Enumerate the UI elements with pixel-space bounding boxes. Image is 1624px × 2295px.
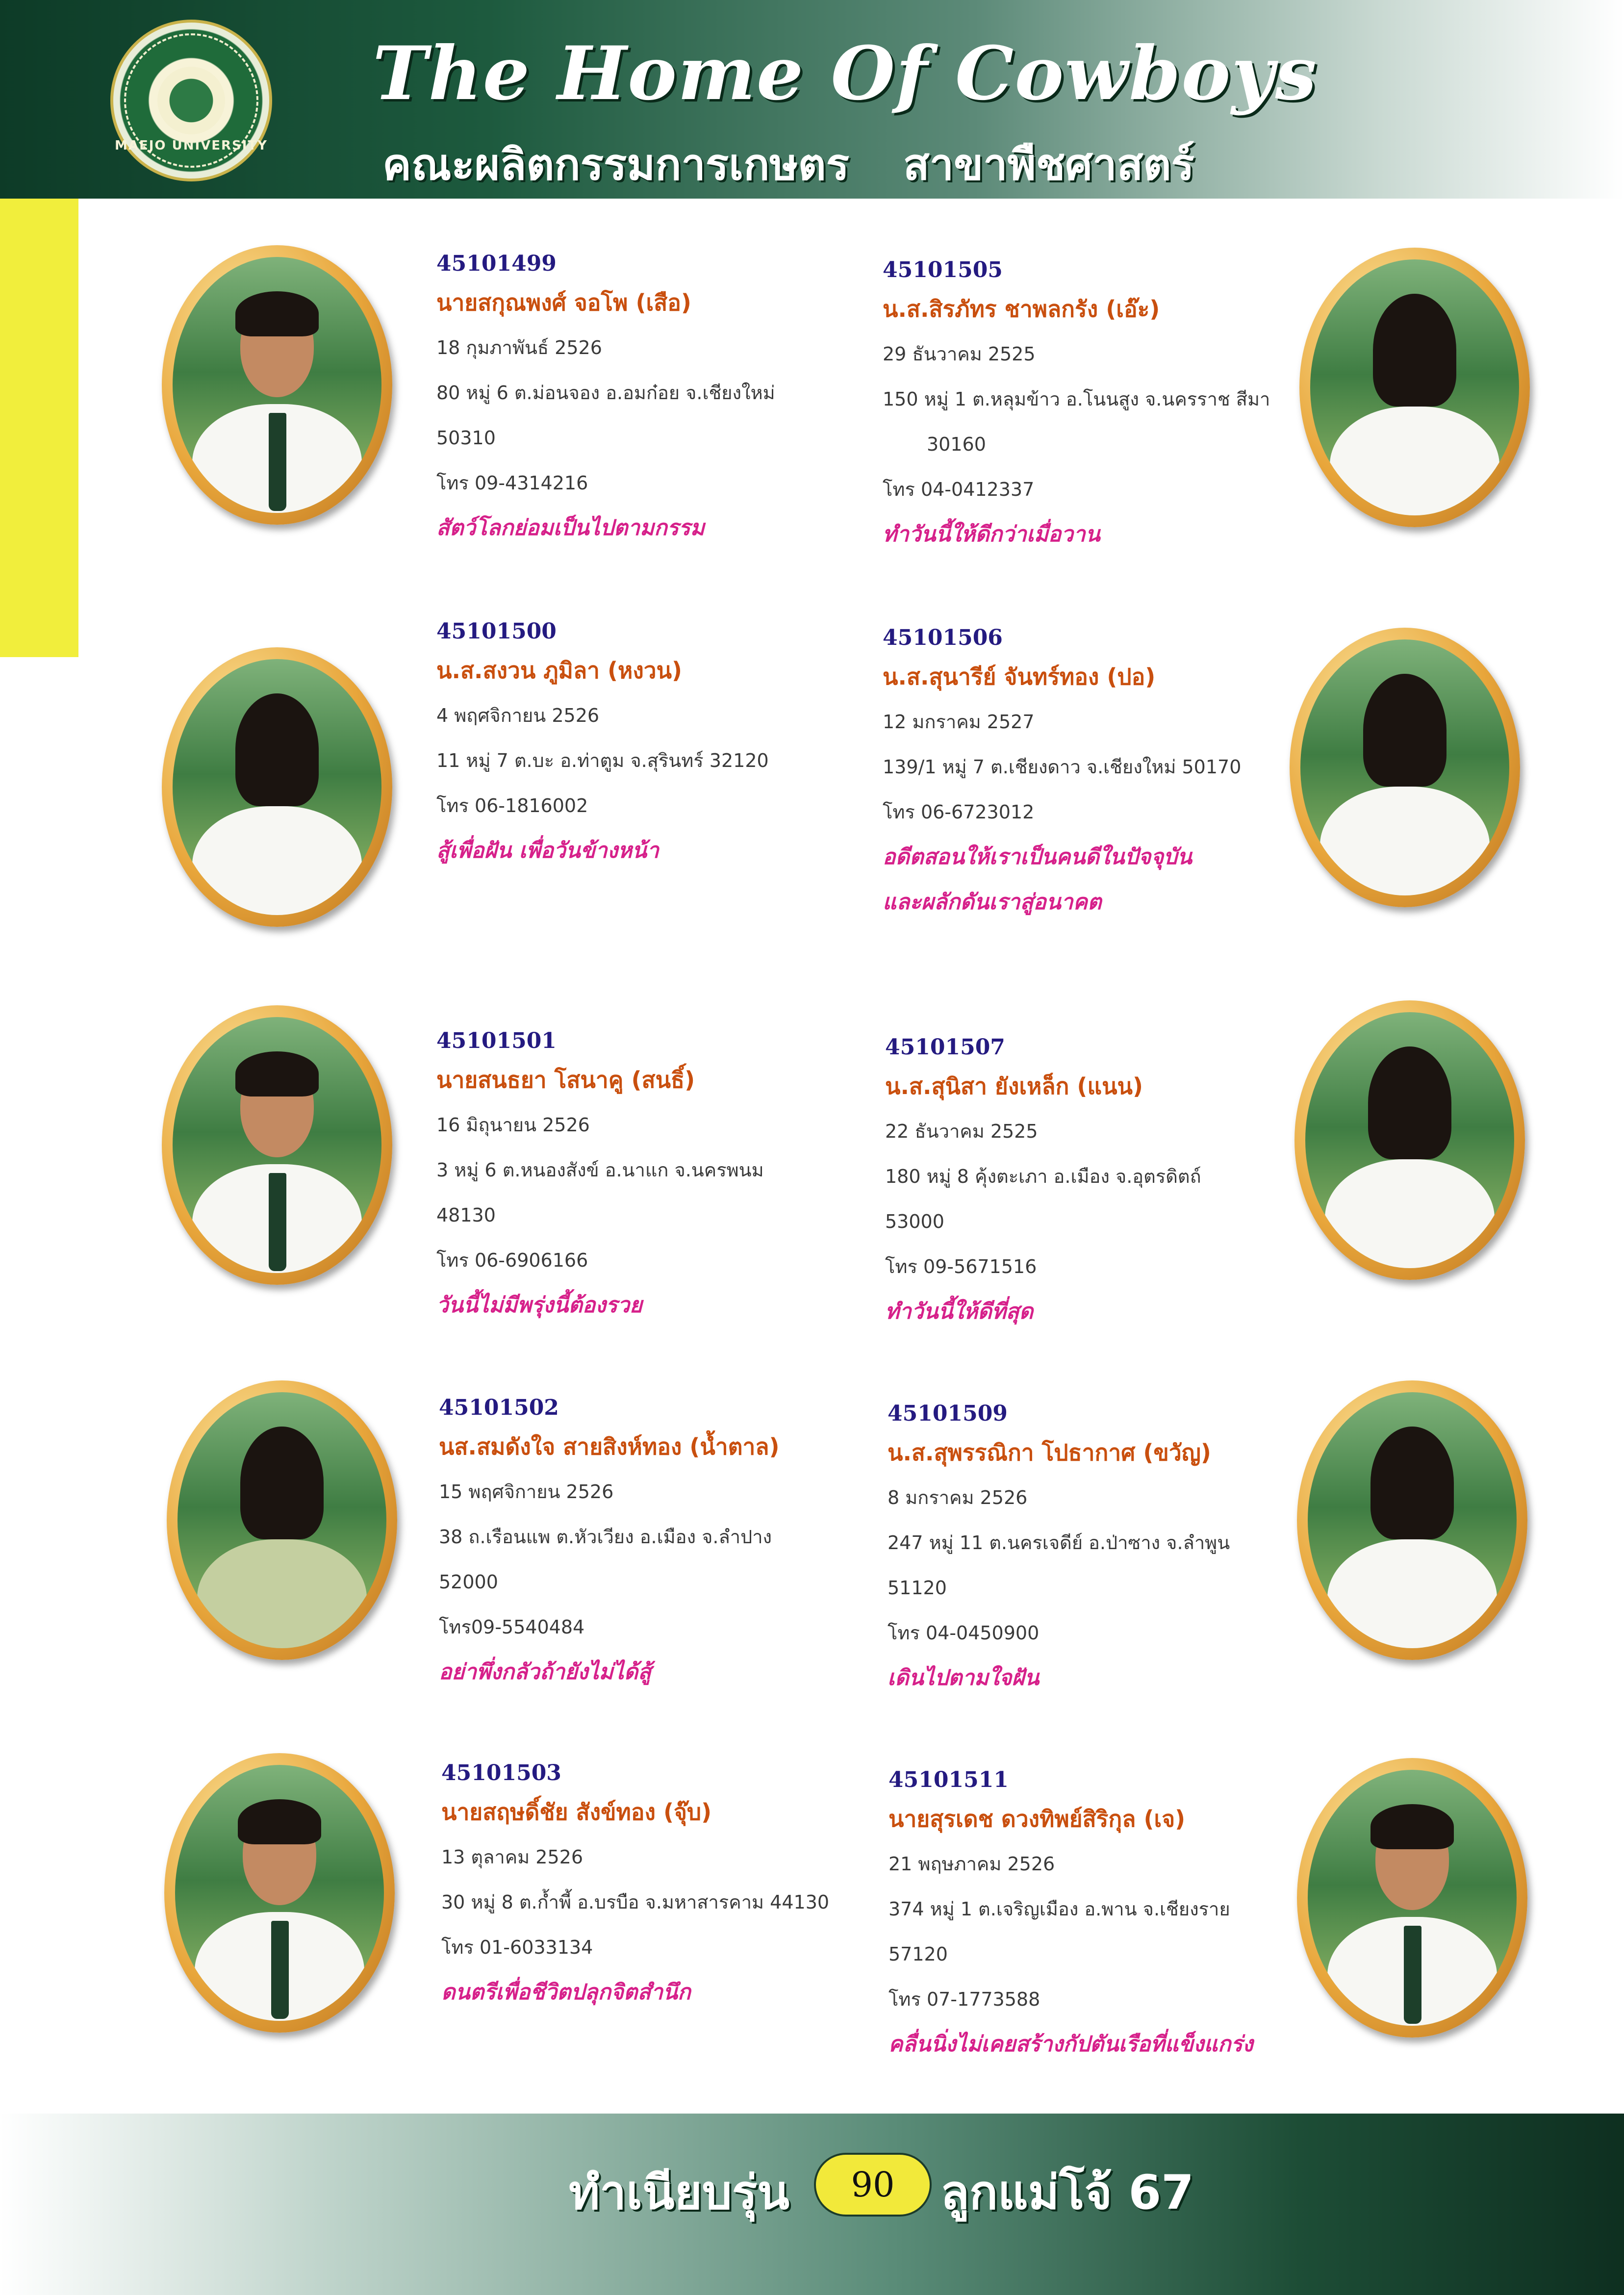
phone: โทร 06-6906166 — [436, 1250, 588, 1271]
portrait-frame — [162, 1005, 392, 1285]
hair — [1370, 1427, 1454, 1539]
motto: คลื่นนิ่งไม่เคยสร้างกัปตันเรือที่แข็งแกร่ง — [888, 2032, 1253, 2057]
side-accent-bar — [0, 199, 78, 657]
phone: โทร 06-1816002 — [436, 795, 588, 816]
motto: ทำวันนี้ให้ดีที่สุด — [885, 1299, 1034, 1324]
student-id: 45101501 — [436, 1028, 557, 1053]
tie — [269, 1173, 286, 1271]
motto: และผลักดันเราสู่อนาคต — [883, 890, 1102, 915]
student-card — [436, 615, 858, 873]
footer-class-label: ลูกแม่โจ้ 67 — [940, 2165, 1194, 2220]
student-id: 45101502 — [439, 1395, 559, 1420]
tie — [271, 1921, 289, 2019]
student-id: 45101507 — [885, 1035, 1005, 1060]
hair — [235, 291, 319, 336]
student-photo — [178, 1392, 386, 1648]
portrait-frame — [1299, 248, 1530, 527]
address-line: 57120 — [888, 1943, 948, 1965]
hair — [1368, 1046, 1451, 1159]
student-id: 45101509 — [888, 1401, 1008, 1426]
address-line: 30160 — [927, 434, 986, 455]
student-card — [885, 1031, 1307, 1334]
portrait-frame — [1297, 1758, 1527, 2038]
birthdate: 4 พฤศจิกายน 2526 — [436, 705, 600, 726]
birthdate: 22 ธันวาคม 2525 — [885, 1121, 1038, 1142]
address-line: 80 หมู่ 6 ต.ม่อนจอง อ.อมก๋อย จ.เชียงใหม่ — [436, 382, 775, 404]
phone: โทร09-5540484 — [439, 1616, 585, 1638]
student-name: น.ส.สงวน ภูมิลา (หงวน) — [436, 657, 683, 684]
student-name: นายสนธยา โสนาคู (สนธิ์) — [436, 1067, 695, 1093]
motto: เดินไปตามใจฝัน — [888, 1665, 1040, 1690]
address-line: 180 หมู่ 8 คุ้งตะเภา อ.เมือง จ.อุตรดิตถ์ — [885, 1166, 1201, 1187]
student-photo — [173, 257, 381, 513]
portrait-frame — [164, 1753, 395, 2033]
phone: โทร 01-6033134 — [441, 1937, 593, 1958]
student-name: นายสุรเดช ดวงทิพย์สิริกุล (เจ) — [888, 1806, 1186, 1832]
student-name: นายสกุณพงศ์ จอโพ (เสือ) — [436, 289, 691, 316]
address-line: 139/1 หมู่ 7 ต.เชียงดาว จ.เชียงใหม่ 50170 — [883, 756, 1242, 778]
university-logo — [110, 20, 272, 181]
student-name: น.ส.สุนิสา ยังเหล็ก (แนน) — [885, 1073, 1143, 1099]
portrait-frame — [167, 1380, 397, 1660]
address-line: 30 หมู่ 8 ต.ก้ำพี้ อ.บรบือ จ.มหาสารคาม 44130 — [441, 1891, 830, 1913]
student-id: 45101506 — [883, 625, 1003, 650]
page-number: 90 — [814, 2153, 932, 2217]
motto: สู้เพื่อฝัน เพื่อวันข้างหน้า — [436, 838, 659, 863]
birthdate: 18 กุมภาพันธ์ 2526 — [436, 337, 602, 358]
tie — [269, 413, 286, 511]
hair — [235, 693, 319, 806]
portrait-frame — [162, 647, 392, 927]
page-footer — [0, 2114, 1624, 2295]
student-id: 45101505 — [883, 257, 1003, 282]
portrait-frame — [162, 245, 392, 525]
student-name: น.ส.สุพรรณิกา โปธากาศ (ขวัญ) — [888, 1439, 1211, 1466]
shirt — [1325, 1159, 1495, 1268]
address-line: 150 หมู่ 1 ต.หลุมข้าว อ.โนนสูง จ.นครราช สีมา — [883, 388, 1270, 410]
student-photo — [173, 659, 381, 915]
faculty-name: คณะผลิตกรรมการเกษตร — [382, 139, 849, 190]
hair — [238, 1799, 321, 1844]
hair — [240, 1427, 324, 1539]
address-line: 52000 — [439, 1571, 498, 1593]
address-line: 3 หมู่ 6 ต.หนองสังข์ อ.นาแก จ.นครพนม — [436, 1159, 764, 1181]
page-title: The Home Of Cowboys — [373, 30, 1318, 117]
student-photo — [1308, 1392, 1517, 1648]
student-card — [888, 1398, 1309, 1701]
address-line: 247 หมู่ 11 ต.นครเจดีย์ อ.ป่าซาง จ.ลำพูน — [888, 1532, 1230, 1554]
footer-yearbook-label: ทำเนียบรุ่น — [569, 2165, 789, 2220]
portrait-frame — [1290, 628, 1520, 907]
student-id: 45101499 — [436, 251, 557, 276]
student-card — [439, 1392, 861, 1695]
student-card — [883, 622, 1304, 925]
birthdate: 13 ตุลาคม 2526 — [441, 1846, 583, 1868]
phone: โทร 09-5671516 — [885, 1256, 1037, 1277]
hair — [1370, 1804, 1454, 1849]
student-id: 45101503 — [441, 1760, 561, 1785]
shirt — [192, 806, 362, 915]
student-photo — [1305, 1012, 1514, 1268]
address-line: 48130 — [436, 1204, 496, 1226]
shirt — [1330, 407, 1499, 515]
student-photo — [173, 1017, 381, 1273]
address-line: 374 หมู่ 1 ต.เจริญเมือง อ.พาน จ.เชียงราย — [888, 1898, 1230, 1920]
student-photo — [1300, 639, 1509, 895]
portrait-frame — [1294, 1000, 1525, 1280]
student-card — [441, 1757, 863, 2015]
student-id: 45101500 — [436, 619, 557, 644]
shirt — [1320, 787, 1490, 895]
address-line: 53000 — [885, 1211, 944, 1232]
birthdate: 12 มกราคม 2527 — [883, 711, 1035, 733]
birthdate: 15 พฤศจิกายน 2526 — [439, 1481, 614, 1503]
motto: วันนี้ไม่มีพรุ่งนี้ต้องรวย — [436, 1293, 642, 1318]
motto: อดีตสอนให้เราเป็นคนดีในปัจจุบัน — [883, 844, 1192, 869]
shirt — [1327, 1539, 1497, 1648]
birthdate: 21 พฤษภาคม 2526 — [888, 1853, 1055, 1875]
department-name: สาขาพืชศาสตร์ — [903, 139, 1194, 190]
student-name: นายสฤษดิ์ชัย สังข์ทอง (จุ๊บ) — [441, 1799, 712, 1825]
student-card — [436, 1025, 858, 1328]
student-name: นส.สมดังใจ สายสิงห์ทอง (น้ำตาล) — [439, 1433, 780, 1460]
phone: โทร 07-1773588 — [888, 1989, 1040, 2010]
motto: อย่าพึ่งกลัวถ้ายังไม่ได้สู้ — [439, 1659, 652, 1684]
birthdate: 29 ธันวาคม 2525 — [883, 343, 1036, 365]
motto: ดนตรีเพื่อชีวิตปลุกจิตสำนึก — [441, 1980, 691, 2005]
phone: โทร 04-0412337 — [883, 479, 1035, 500]
student-name: น.ส.สิรภัทร ชาพลกรัง (เอ๊ะ) — [883, 296, 1160, 322]
motto: ทำวันนี้ให้ดีกว่าเมื่อวาน — [883, 522, 1100, 547]
hair — [1363, 674, 1446, 787]
address-line: 50310 — [436, 427, 496, 449]
student-card — [436, 248, 858, 551]
logo-emblem — [157, 67, 225, 134]
birthdate: 16 มิถุนายน 2526 — [436, 1114, 590, 1136]
student-id: 45101511 — [888, 1767, 1009, 1792]
student-photo — [175, 1765, 384, 2021]
page-subtitle — [382, 130, 1248, 199]
motto: สัตว์โลกย่อมเป็นไปตามกรรม — [436, 515, 705, 540]
phone: โทร 06-6723012 — [883, 801, 1035, 823]
tie — [1404, 1926, 1421, 2024]
hair — [1373, 294, 1456, 407]
birthdate: 8 มกราคม 2526 — [888, 1487, 1028, 1508]
student-name: น.ส.สุนารีย์ จันทร์ทอง (ปอ) — [883, 663, 1156, 690]
student-card — [883, 254, 1304, 557]
student-card — [888, 1764, 1310, 2067]
student-photo — [1308, 1770, 1517, 2026]
address-line: 38 ถ.เรือนแพ ต.หัวเวียง อ.เมือง จ.ลำปาง — [439, 1526, 772, 1548]
portrait-frame — [1297, 1380, 1527, 1660]
address-line: 11 หมู่ 7 ต.บะ อ.ท่าตูม จ.สุรินทร์ 32120 — [436, 750, 769, 771]
logo-text: MAEJO UNIVERSITY — [115, 138, 268, 153]
address-line: 51120 — [888, 1577, 947, 1599]
hair — [235, 1051, 319, 1096]
phone: โทร 09-4314216 — [436, 472, 588, 494]
shirt — [197, 1539, 367, 1648]
student-photo — [1310, 259, 1519, 515]
phone: โทร 04-0450900 — [888, 1622, 1040, 1644]
